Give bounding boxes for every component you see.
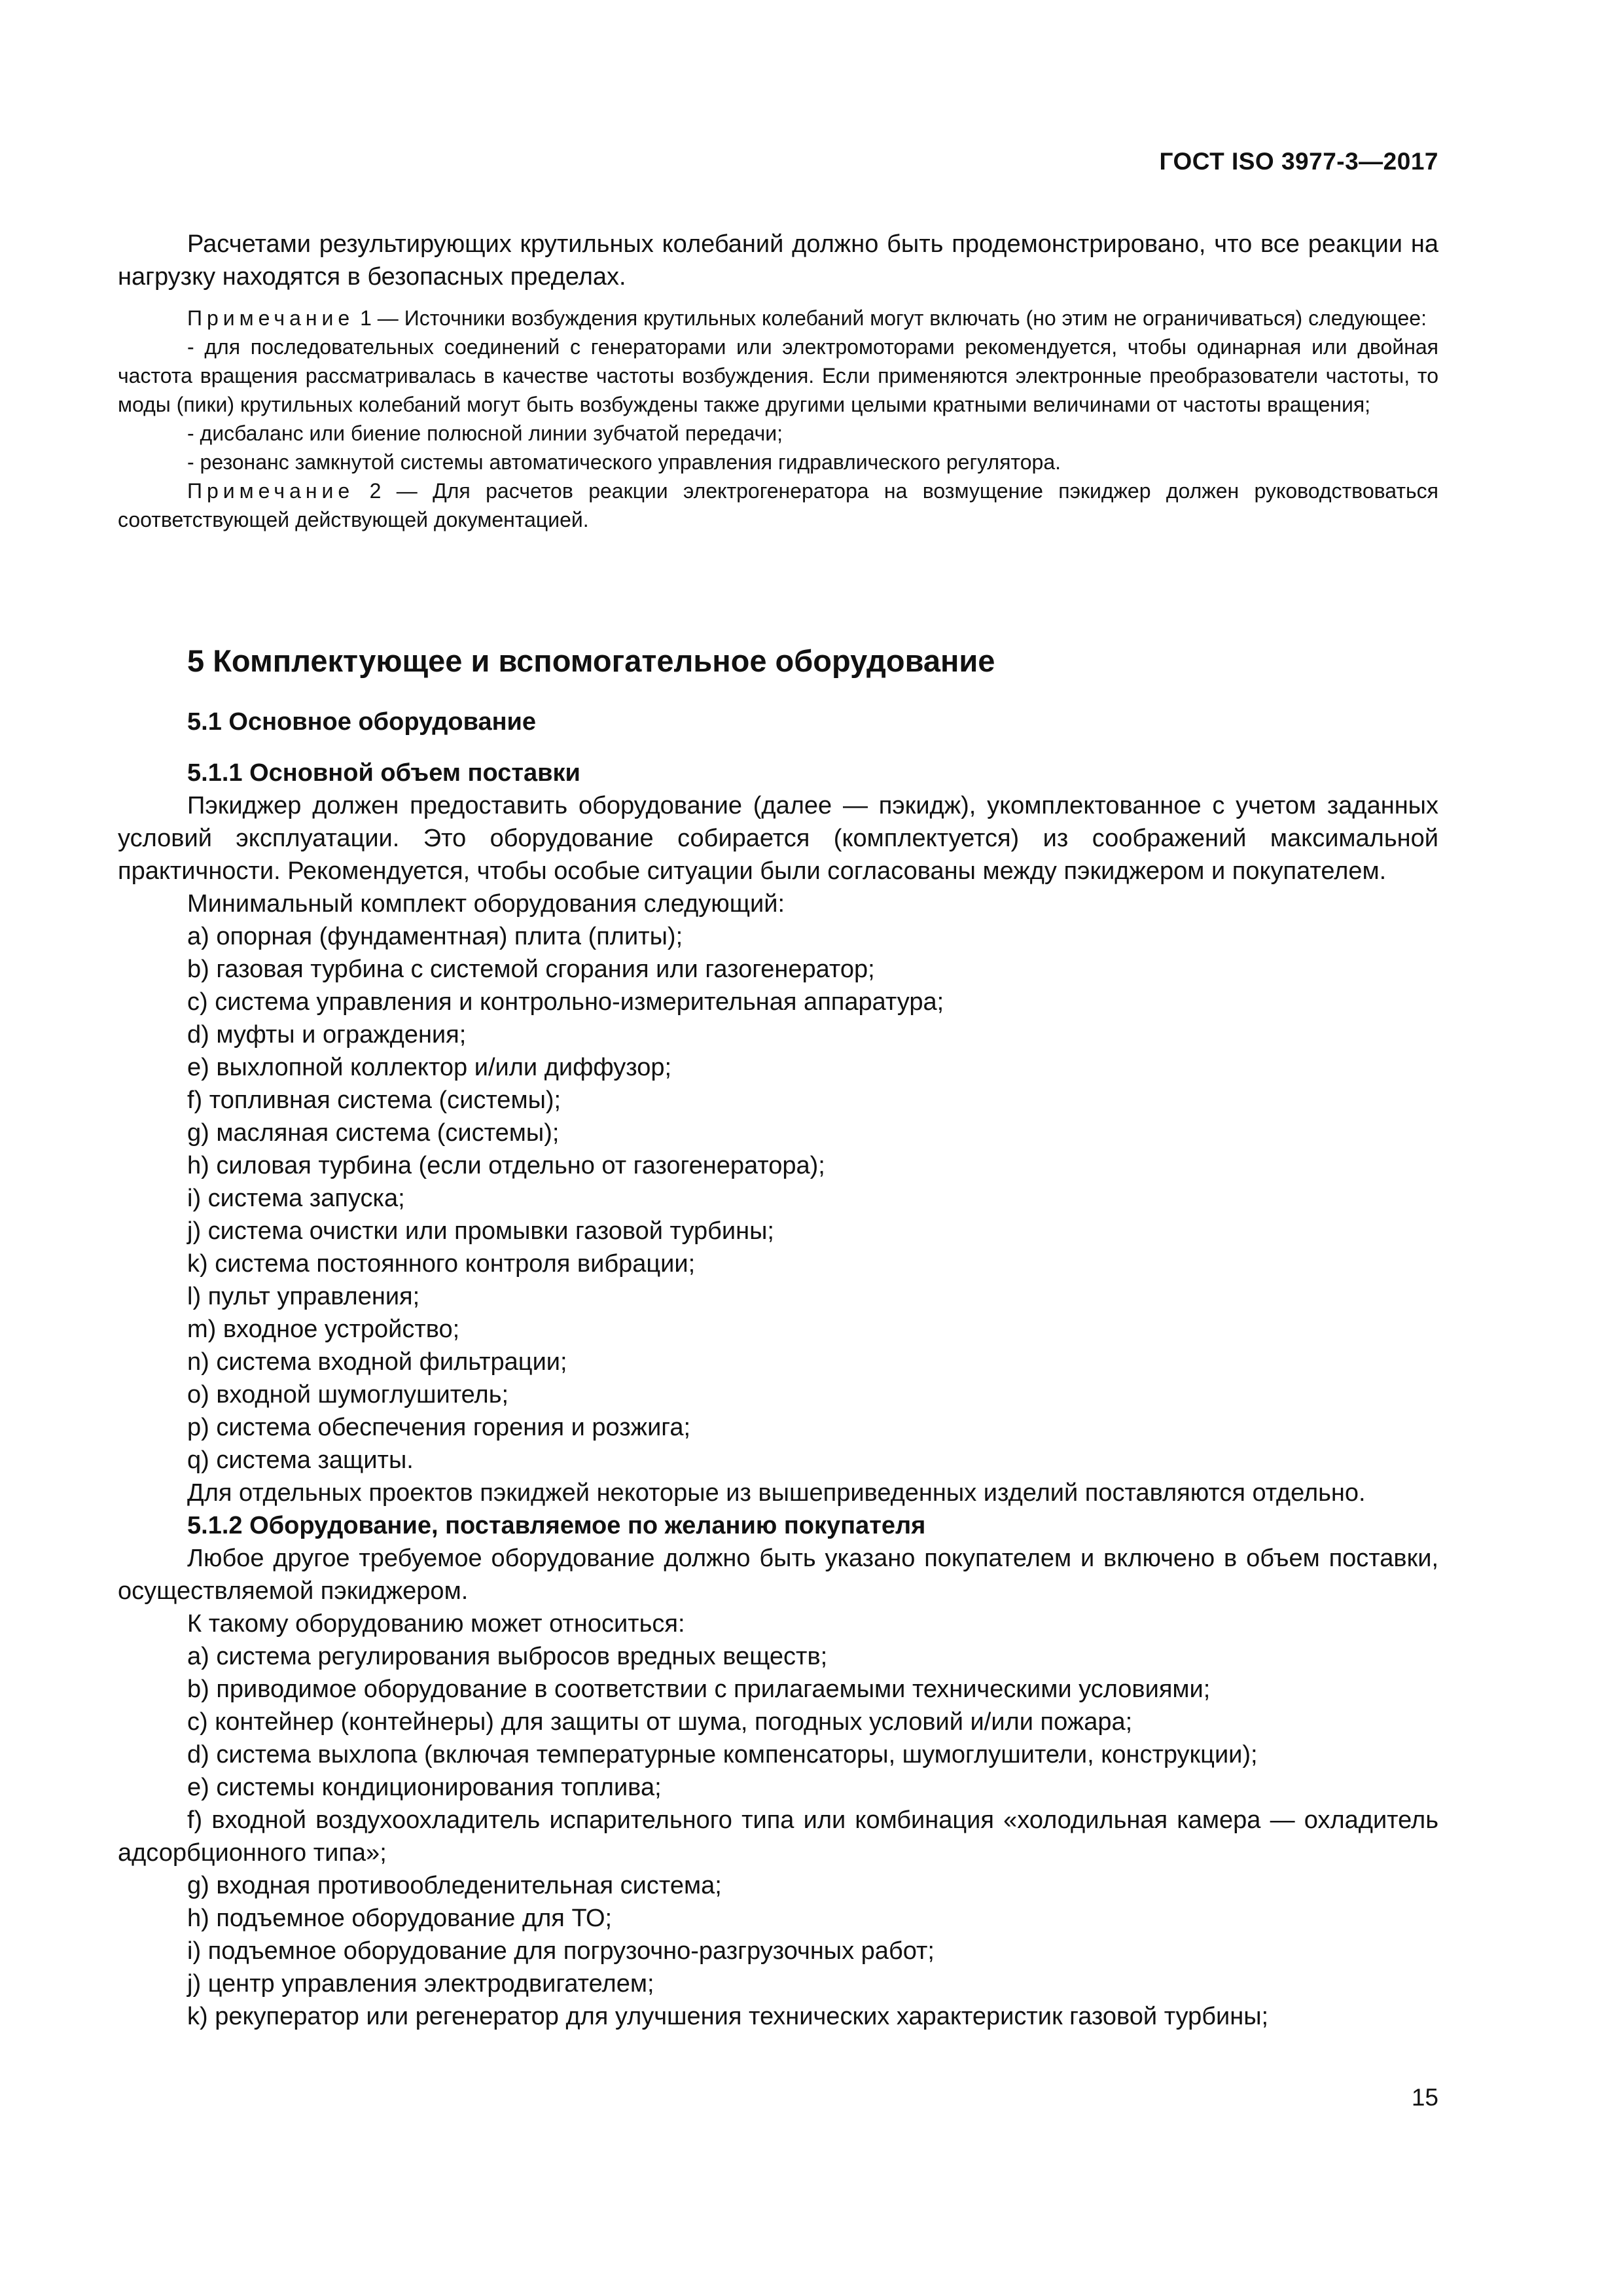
note-2-label: Примечание <box>187 479 355 503</box>
note-1-body: 1 — Источники возбуждения крутильных колебаний могут включать (но этим не ограничиваться) следующее: <box>354 306 1427 330</box>
note-1-item: - резонанс замкнутой системы автоматического управления гидравлического регулятора. <box>187 450 1061 474</box>
section-5-1-2-list-intro: К такому оборудованию может относиться: <box>187 1610 685 1638</box>
list-item: g) входная противообледенительная система; <box>187 1872 722 1899</box>
list-item: i) система запуска; <box>187 1185 405 1212</box>
section-5-1-1-closing: Для отдельных проектов пэкиджей некоторые из вышеприведенных изделий поставляются отдельно. <box>187 1479 1366 1507</box>
list-item: g) масляная система (системы); <box>187 1119 560 1147</box>
list-item: d) муфты и ограждения; <box>187 1021 467 1049</box>
list-item: k) рекуператор или регенератор для улучшения технических характеристик газовой турбины; <box>187 2003 1269 2030</box>
list-item: n) система входной фильтрации; <box>187 1348 567 1376</box>
note-2-text <box>118 476 1438 534</box>
note-1-item: - для последовательных соединений с генераторами или электромоторами рекомендуется, чтобы одинарная или двойная частота вращения рассматривалась в качестве частоты возбуждения. Если применяются электронные преобразователи частоты, то моды (пики) крутильных колебаний могут быть возбуждены также другими целыми кратными величинами от частоты вращения; <box>118 335 1438 416</box>
list-item: a) опорная (фундаментная) плита (плиты); <box>187 923 683 950</box>
section-5-heading: 5 Комплектующее и вспомогательное оборудование <box>187 643 995 678</box>
note-1-text <box>118 304 1438 332</box>
list-item: k) система постоянного контроля вибрации; <box>187 1250 696 1278</box>
section-5-1-1-paragraph: Пэкиджер должен предоставить оборудование (далее — пэкидж), укомплектованное с учетом заданных условий эксплуатации. Это оборудование собирается (комплектуется) из соображений максимальной практичности. Рекомендуется, чтобы особые ситуации были согласованы между пэкиджером и покупателем. <box>118 792 1438 885</box>
list-item: c) система управления и контрольно-измерительная аппаратура; <box>187 988 944 1016</box>
list-item: a) система регулирования выбросов вредных веществ; <box>187 1643 828 1670</box>
list-item: d) система выхлопа (включая температурные компенсаторы, шумоглушители, конструкции); <box>187 1741 1258 1768</box>
list-item: h) подъемное оборудование для ТО; <box>187 1905 613 1932</box>
list-item: h) силовая турбина (если отдельно от газогенератора); <box>187 1152 825 1179</box>
section-5-1-1 <box>118 757 1438 2033</box>
list-item: e) выхлопной коллектор и/или диффузор; <box>187 1054 672 1081</box>
section-5-1-1-heading: 5.1.1 Основной объем поставки <box>187 759 580 787</box>
document-header: ГОСТ ISO 3977-3—2017 <box>1159 148 1438 175</box>
note-1 <box>118 304 1438 534</box>
section-5-1-heading: 5.1 Основное оборудование <box>187 708 537 736</box>
list-item: m) входное устройство; <box>187 1316 460 1343</box>
page-number: 15 <box>1411 2084 1438 2111</box>
list-item: b) газовая турбина с системой сгорания или газогенератор; <box>187 956 875 983</box>
list-item: c) контейнер (контейнеры) для защиты от шума, погодных условий и/или пожара; <box>187 1708 1133 1736</box>
list-item: i) подъемное оборудование для погрузочно-разгрузочных работ; <box>187 1937 935 1965</box>
list-item: j) центр управления электродвигателем; <box>187 1970 654 1998</box>
list-item: p) система обеспечения горения и розжига; <box>187 1414 691 1441</box>
optional-equipment-list <box>118 1640 1438 2033</box>
section-5-1-2-paragraph: Любое другое требуемое оборудование должно быть указано покупателем и включено в объем поставки, осуществляемой пэкиджером. <box>118 1545 1438 1605</box>
note-1-label: Примечание <box>187 306 355 330</box>
note-1-item: - дисбаланс или биение полюсной линии зубчатой передачи; <box>187 422 783 445</box>
section-5-1-2-heading: 5.1.2 Оборудование, поставляемое по желанию покупателя <box>187 1512 926 1539</box>
note-2-body: 2 — Для расчетов реакции электрогенератора на возмущение пэкиджер должен руководствоваться соответствующей действующей документацией. <box>118 479 1438 531</box>
list-item: l) пульт управления; <box>187 1283 420 1310</box>
list-item: f) входной воздухоохладитель испарительного типа или комбинация «холодильная камера — охладитель адсорбционного типа»; <box>118 1806 1438 1867</box>
list-item: e) системы кондиционирования топлива; <box>187 1774 662 1801</box>
intro-paragraph: Расчетами результирующих крутильных колебаний должно быть продемонстрировано, что все реакции на нагрузку находятся в безопасных пределах. <box>118 230 1438 291</box>
list-item: b) приводимое оборудование в соответствии с прилагаемыми техническими условиями; <box>187 1676 1211 1703</box>
list-item: o) входной шумоглушитель; <box>187 1381 509 1408</box>
section-5-1-1-list-intro: Минимальный комплект оборудования следующий: <box>187 890 785 918</box>
list-item: f) топливная система (системы); <box>187 1086 562 1114</box>
basic-equipment-list <box>118 920 1438 1477</box>
list-item: j) система очистки или промывки газовой турбины; <box>187 1217 774 1245</box>
list-item: q) система защиты. <box>187 1446 414 1474</box>
